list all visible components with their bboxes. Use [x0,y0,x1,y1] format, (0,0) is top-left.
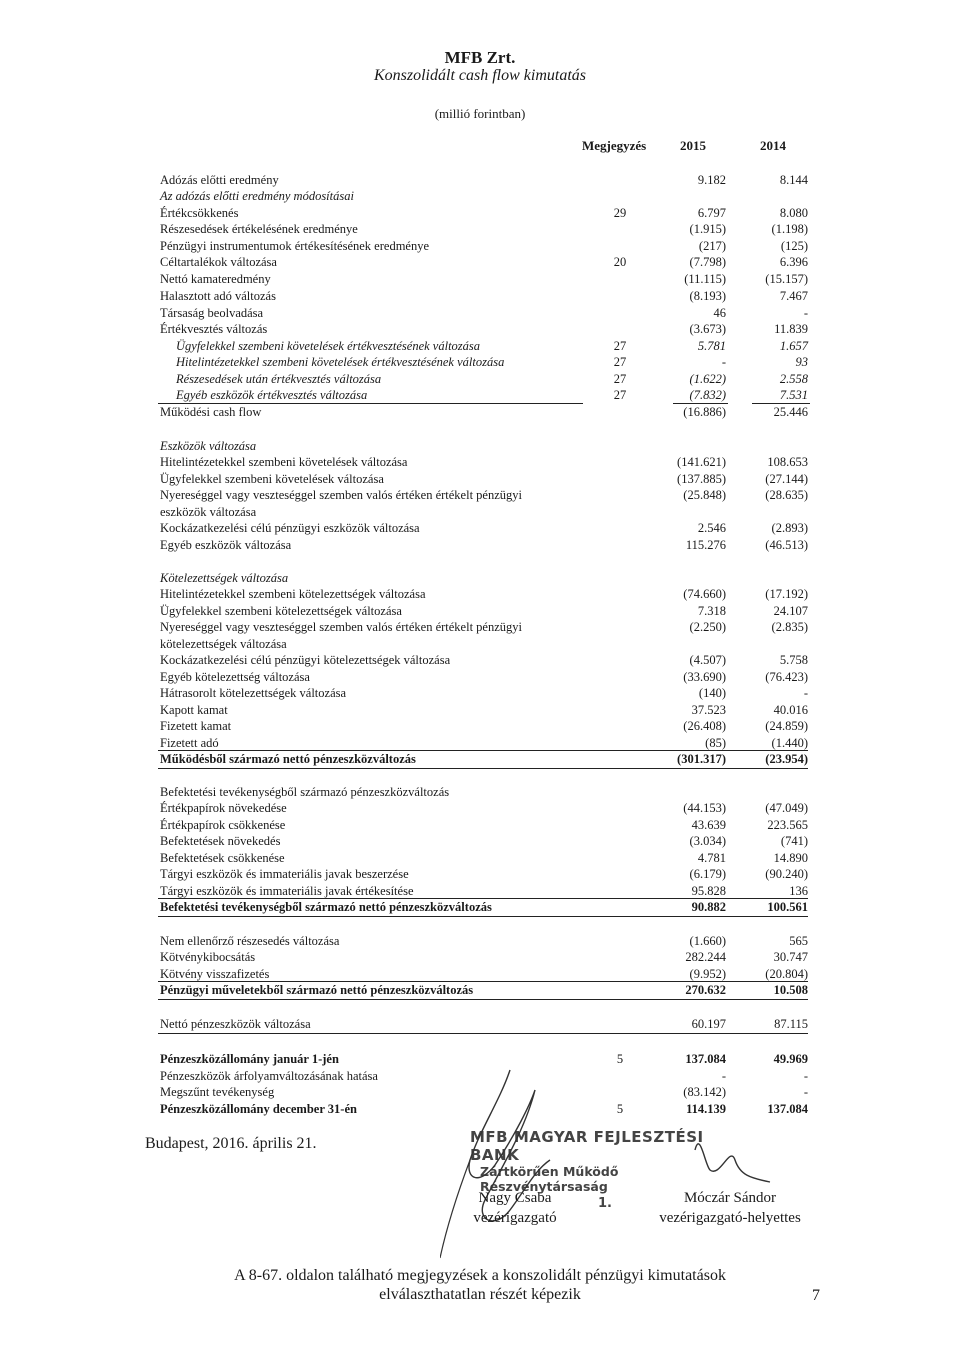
signer2-name: Móczár Sándor [683,1190,777,1206]
row-value-2015: (26.408) [683,719,726,733]
signer1-title: vezérigazgató [473,1210,557,1226]
table-row [0,669,960,685]
row-value-2014: 8.080 [779,206,808,220]
row-value-2015: 43.639 [691,818,726,832]
table-row [0,833,960,849]
row-value-2015: (217) [698,239,726,253]
row-value-2015: 46 [713,306,726,320]
table-row [0,800,960,816]
row-value-2014: (76.423) [765,670,808,684]
row-label: Adózás előtti eredmény [160,173,279,187]
row-note: 27 [613,355,627,369]
row-value-2015: 4.781 [697,851,726,865]
row-note: 5 [616,1102,624,1116]
row-label: Részesedések után értékvesztés változása [176,372,382,386]
row-value-2015: 95.828 [691,884,726,898]
footnote-line: A 8-67. oldalon található megjegyzések a konszolidált pénzügyi kimutatások [234,1267,726,1284]
row-label: Megszűnt tevékenység [160,1085,275,1099]
row-value-2014: - [803,1069,808,1083]
row-value-2014: 11.839 [774,322,808,336]
row-label: eszközök változása [160,505,257,519]
row-label: Pénzeszközállomány december 31-én [160,1102,357,1116]
row-value-2014: 7.467 [779,289,808,303]
row-label: Értékcsökkenés [160,206,239,220]
row-value-2015: (3.034) [689,834,726,848]
stamp-line: Zártkörűen Működő Részvénytársaság [480,1164,619,1194]
table-row [0,718,960,734]
row-value-2015: (7.832) [689,388,726,402]
row-label: Egyéb kötelezettség változása [160,670,310,684]
row-value-2015: (3.673) [689,322,726,336]
row-value-2015: 2.546 [697,521,726,535]
row-value-2014: 40.016 [773,703,808,717]
row-value-2015: (1.915) [689,222,726,236]
row-value-2015: (140) [698,686,726,700]
divider-line [158,981,808,982]
row-value-2014: 223.565 [767,818,808,832]
row-value-2014: - [803,1085,808,1099]
table-row [0,354,960,370]
divider-line [158,916,808,917]
table-row [0,982,960,998]
row-value-2014: (2.893) [771,521,808,535]
table-row [0,702,960,718]
row-label: Tárgyi eszközök és immateriális javak értékesítése [160,884,414,898]
row-value-2015: (1.660) [689,934,726,948]
divider-line [158,750,808,751]
row-label: Kapott kamat [160,703,228,717]
row-value-2015: 9.182 [697,173,726,187]
row-label: Kötelezettségek változása [160,571,289,585]
row-label: Eszközök változása [160,439,257,453]
signer2-title: vezérigazgató-helyettes [659,1210,801,1226]
table-row [0,570,960,586]
row-value-2014: (15.157) [765,272,808,286]
table-row [0,817,960,833]
row-label: Részesedések értékelésének eredménye [160,222,358,236]
row-label: Hitelintézetekkel szembeni kötelezettségek változása [160,587,426,601]
row-value-2014: 565 [789,934,808,948]
row-label: Fizetett kamat [160,719,232,733]
row-value-2015: (16.886) [683,405,726,419]
place-date: Budapest, 2016. április 21. [145,1135,317,1152]
row-value-2015: (85) [705,736,726,750]
row-label: Befektetési tevékenységből származó pénzeszközváltozás [160,785,450,799]
row-value-2014: (28.635) [765,488,808,502]
row-value-2014: (17.192) [765,587,808,601]
row-value-2014: (47.049) [765,801,808,815]
table-row [0,288,960,304]
row-value-2015: (11.115) [684,272,726,286]
table-row [0,454,960,470]
row-value-2015: 270.632 [685,983,726,997]
statement-title: Konszolidált cash flow kimutatás [373,67,586,84]
table-row [0,866,960,882]
signer1-name: Nagy Csaba [478,1190,552,1206]
table-row [0,685,960,701]
row-label: Működési cash flow [160,405,262,419]
row-value-2014: 30.747 [773,950,808,964]
row-label: Nem ellenőrző részesedés változása [160,934,340,948]
row-label: Nyereséggel vagy veszteséggel szemben valós értéken értékelt pénzügyi [160,620,522,634]
table-row [0,438,960,454]
row-label: Működésből származó nettó pénzeszközváltozás [160,752,416,766]
row-value-2014: (24.859) [765,719,808,733]
row-label: Egyéb eszközök változása [160,538,292,552]
row-value-2014: 108.653 [767,455,808,469]
row-value-2014: (20.804) [765,967,808,981]
row-value-2015: 7.318 [697,604,726,618]
row-value-2015: 6.797 [697,206,726,220]
row-value-2015: 137.084 [685,1052,726,1066]
row-value-2015: (4.507) [689,653,726,667]
table-row [0,205,960,221]
table-row [0,188,960,204]
row-value-2014: 87.115 [774,1017,808,1031]
row-value-2014: 6.396 [779,255,808,269]
row-label: Hitelintézetekkel szembeni követelések változása [160,455,408,469]
table-row [0,586,960,602]
unit-label: (millió forintban) [434,106,526,121]
table-row [0,652,960,668]
table-row [0,1016,960,1032]
table-row [0,636,960,652]
table-row [0,619,960,635]
row-note: 29 [613,206,627,220]
row-label: Értékpapírok növekedése [160,801,287,815]
row-value-2014: (1.440) [771,736,808,750]
row-label: Nyereséggel vagy veszteséggel szemben valós értéken értékelt pénzügyi [160,488,522,502]
row-label: Kötvénykibocsátás [160,950,256,964]
row-value-2014: (27.144) [765,472,808,486]
table-row [0,172,960,188]
table-row [0,471,960,487]
row-value-2014: 7.531 [779,388,808,402]
row-label: Társaság beolvadása [160,306,264,320]
table-row [0,933,960,949]
row-value-2014: 137.084 [767,1102,808,1116]
row-label: Pénzeszközállomány január 1-jén [160,1052,339,1066]
row-label: Kockázatkezelési célú pénzügyi kötelezettségek változása [160,653,451,667]
table-row [0,221,960,237]
row-value-2015: (44.153) [683,801,726,815]
row-note: 5 [616,1052,624,1066]
row-value-2015: (8.193) [689,289,726,303]
row-label: Ügyfelekkel szembeni követelések változása [160,472,384,486]
divider-line [673,403,728,404]
row-value-2014: (23.954) [765,752,808,766]
row-value-2015: 5.781 [697,339,726,353]
table-row [0,321,960,337]
row-label: Pénzügyi instrumentumok értékesítésének eredménye [160,239,430,253]
col-header-note: Megjegyzés [582,138,647,153]
row-value-2014: 136 [789,884,808,898]
table-row [0,238,960,254]
row-value-2015: 60.197 [691,1017,726,1031]
row-label: Kockázatkezelési célú pénzügyi eszközök változása [160,521,420,535]
row-value-2015: (7.798) [689,255,726,269]
row-value-2015: (25.848) [683,488,726,502]
row-label: Pénzügyi műveletekből származó nettó pénzeszközváltozás [160,983,474,997]
row-value-2015: 90.882 [691,900,726,914]
row-value-2015: (74.660) [683,587,726,601]
row-value-2014: 2.558 [779,372,808,386]
row-value-2014: 1.657 [779,339,808,353]
row-value-2015: 115.276 [685,538,726,552]
row-value-2015: (1.622) [689,372,726,386]
row-value-2014: 14.890 [773,851,808,865]
row-value-2015: 37.523 [691,703,726,717]
table-row [0,603,960,619]
row-label: Tárgyi eszközök és immateriális javak beszerzése [160,867,409,881]
row-label: Értékpapírok csökkenése [160,818,286,832]
row-label: Pénzeszközök árfolyamváltozásának hatása [160,1069,378,1083]
col-header-2014: 2014 [760,138,786,153]
row-value-2014: (1.198) [771,222,808,236]
table-row [0,949,960,965]
row-label: Kötvény visszafizetés [160,967,270,981]
table-row [0,254,960,270]
table-row [0,404,960,420]
row-value-2014: 49.969 [773,1052,808,1066]
row-label: Befektetések növekedés [160,834,281,848]
row-value-2015: (301.317) [677,752,726,766]
row-value-2014: 100.561 [767,900,808,914]
row-note: 27 [613,339,627,353]
row-label: Nettó kamateredmény [160,272,271,286]
row-value-2014: - [803,306,808,320]
row-value-2015: (33.690) [683,670,726,684]
row-note: 27 [613,388,627,402]
divider-line [158,768,808,769]
stamp-line: 1. [598,1196,612,1211]
table-row [0,371,960,387]
table-row [0,520,960,536]
row-value-2014: (125) [780,239,808,253]
divider-line [158,898,808,899]
divider-line [752,403,810,404]
row-value-2014: 10.508 [773,983,808,997]
row-value-2015: - [721,1069,726,1083]
col-header-2015: 2015 [680,138,706,153]
row-label: Céltartalékok változása [160,255,277,269]
row-label: Hitelintézetekkel szembeni követelések értékvesztésének változása [176,355,505,369]
row-note: 20 [613,255,627,269]
row-value-2014: 93 [795,355,808,369]
page-number: 7 [812,1287,820,1304]
stamp-line: MFB MAGYAR FEJLESZTÉSI BANK [470,1128,704,1164]
table-row [0,735,960,751]
table-row [0,966,960,982]
row-value-2015: (83.142) [683,1085,726,1099]
row-label: Hátrasorolt kötelezettségek változása [160,686,347,700]
row-value-2015: 282.244 [685,950,726,964]
row-value-2015: (9.952) [689,967,726,981]
signature-scribbles [440,1060,820,1260]
row-value-2014: (741) [780,834,808,848]
row-label: Nettó pénzeszközök változása [160,1017,311,1031]
row-value-2014: 8.144 [779,173,808,187]
footnote-line: elválaszthatatlan részét képezik [379,1286,581,1303]
table-row [0,387,960,403]
table-row [0,305,960,321]
row-value-2015: (141.621) [677,455,726,469]
row-label: Az adózás előtti eredmény módosításai [160,189,354,203]
table-row [0,487,960,503]
row-value-2015: (137.885) [677,472,726,486]
row-value-2014: (2.835) [771,620,808,634]
row-value-2015: (2.250) [689,620,726,634]
row-label: Értékvesztés változás [160,322,268,336]
table-row [0,883,960,899]
row-value-2014: 25.446 [773,405,808,419]
row-label: Halasztott adó változás [160,289,276,303]
row-value-2014: - [803,686,808,700]
table-row [0,899,960,915]
table-row [0,271,960,287]
table-row [0,537,960,553]
row-label: kötelezettségek változása [160,637,287,651]
row-note: 27 [613,372,627,386]
table-row [0,784,960,800]
divider-line [158,999,808,1000]
row-value-2015: (6.179) [689,867,726,881]
divider-line [158,403,583,404]
row-value-2014: 5.758 [779,653,808,667]
row-value-2014: (46.513) [765,538,808,552]
table-row [0,850,960,866]
divider-line [158,1033,808,1034]
row-value-2014: (90.240) [765,867,808,881]
row-value-2014: 24.107 [773,604,808,618]
row-value-2015: - [721,355,726,369]
row-value-2015: 114.139 [686,1102,726,1116]
table-row [0,504,960,520]
row-label: Egyéb eszközök értékvesztés változása [176,388,368,402]
table-row [0,751,960,767]
row-label: Befektetési tevékenységből származó nettó pénzeszközváltozás [160,900,492,914]
table-row [0,338,960,354]
row-label: Befektetések csökkenése [160,851,285,865]
row-label: Ügyfelekkel szembeni követelések értékvesztésének változása [176,339,481,353]
row-label: Ügyfelekkel szembeni kötelezettségek változása [160,604,402,618]
company-name: MFB Zrt. [444,48,516,67]
row-label: Fizetett adó [160,736,219,750]
